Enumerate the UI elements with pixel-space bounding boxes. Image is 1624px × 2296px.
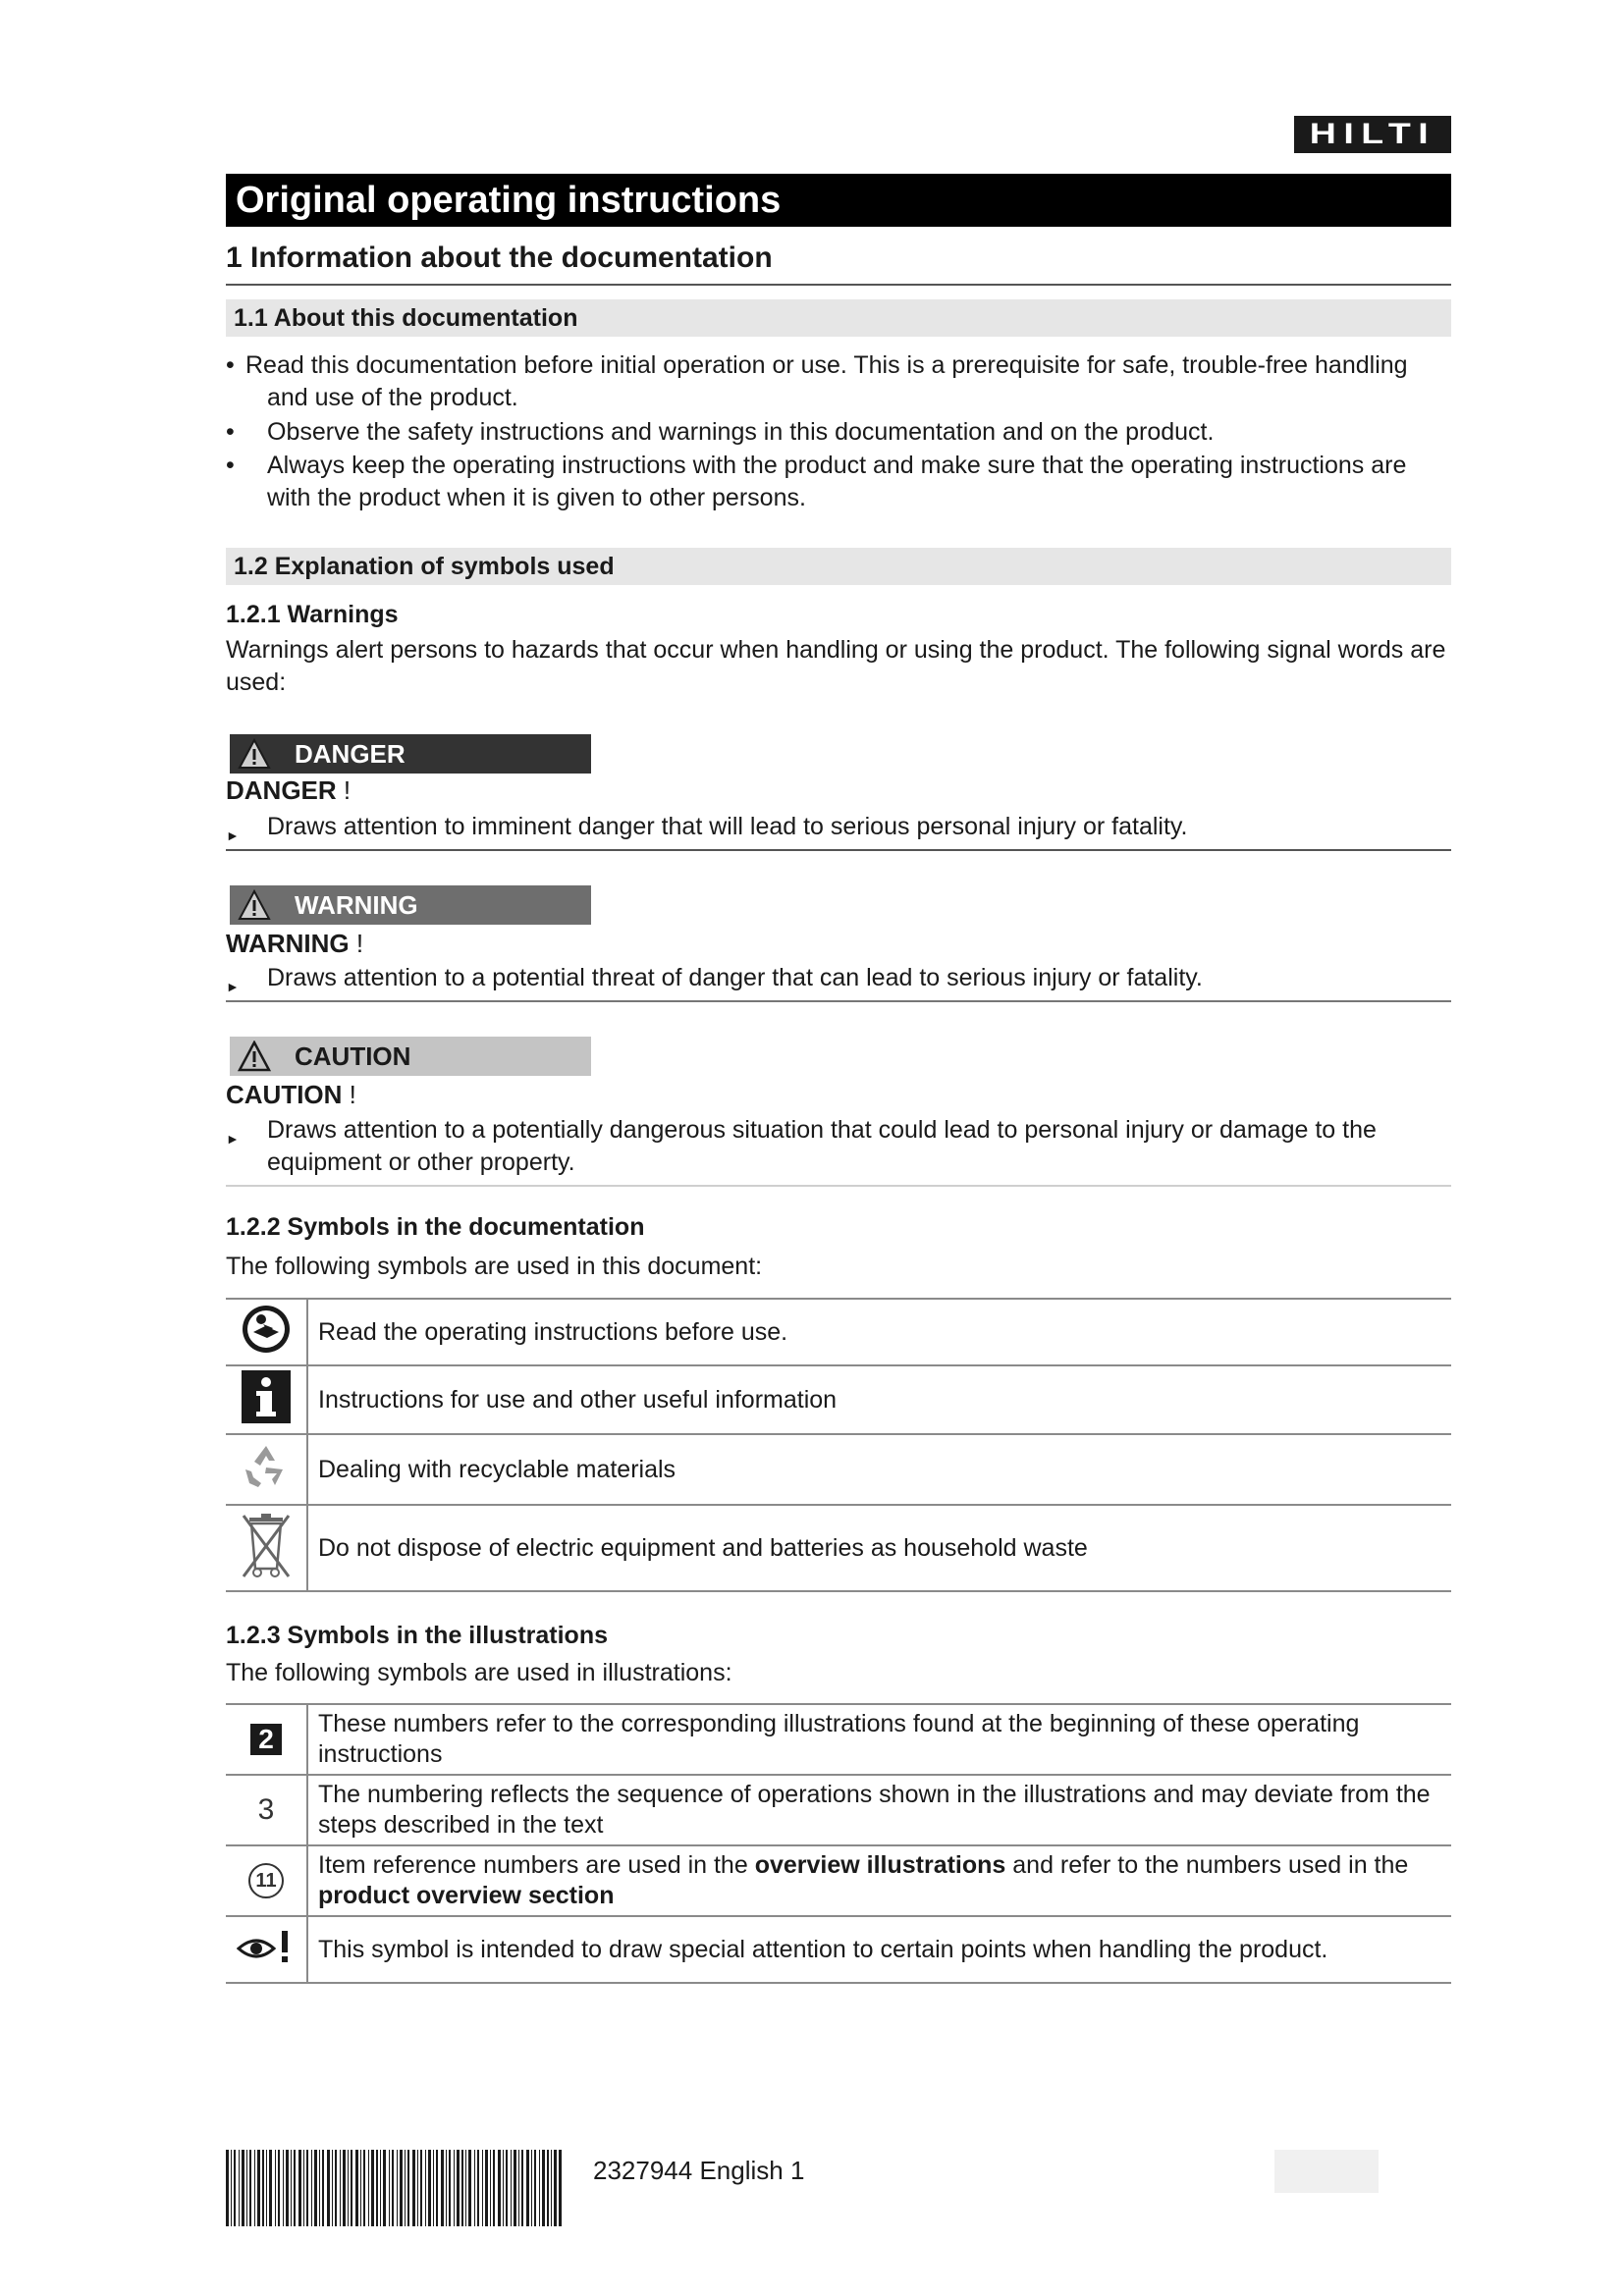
table-icon-cell — [226, 1365, 307, 1434]
danger-text: Draws attention to imminent danger that will lead to serious personal injury or fatality. — [267, 813, 1188, 840]
bullet-mark: • — [226, 351, 235, 379]
table-text-cell: This symbol is intended to draw special attention to certain points when handling the product. — [307, 1916, 1451, 1983]
section-1-2-3-heading: 1.2.3 Symbols in the illustrations — [226, 1622, 608, 1649]
symbols-illus-table — [226, 1703, 1451, 1984]
warning-triangle-icon — [238, 889, 271, 921]
table-row — [226, 1704, 1451, 1775]
sequence-number-icon: 3 — [257, 1793, 275, 1826]
table-icon-cell — [226, 1434, 307, 1505]
arrow-icon: ► — [226, 1131, 240, 1147]
danger-description — [226, 811, 1451, 851]
danger-label: DANGER — [295, 739, 406, 769]
section-1-heading: 1 Information about the documentation — [226, 239, 1451, 286]
text-part: Item reference numbers are used in the — [318, 1851, 755, 1879]
arrow-icon: ► — [226, 828, 240, 843]
bullet-text: Read this documentation before initial operation or use. This is a prerequisite for safe, trouble-free handling and use of the product. — [245, 351, 1408, 411]
caution-label-box — [230, 1037, 591, 1076]
bold-part: overview illustrations — [754, 1851, 1006, 1879]
bullet-text: Observe the safety instructions and warnings in this documentation and on the product. — [267, 418, 1215, 446]
caution-signal-word — [226, 1078, 356, 1111]
table-text-cell: Instructions for use and other useful information — [307, 1365, 1451, 1434]
table-text-cell: Read the operating instructions before use. — [307, 1299, 1451, 1365]
eye-attention-icon — [237, 1927, 296, 1966]
warning-description — [226, 962, 1451, 1002]
warning-label-box — [230, 885, 591, 925]
table-text-cell: The numbering reflects the sequence of operations shown in the illustrations and may deviate from the steps described in the text — [307, 1775, 1451, 1845]
barcode — [226, 2150, 562, 2226]
recycle-icon — [240, 1440, 293, 1493]
table-text-cell: These numbers refer to the corresponding illustrations found at the beginning of these operating instructions — [307, 1704, 1451, 1775]
warning-triangle-icon — [238, 1041, 271, 1072]
section-1-2-2-heading: 1.2.2 Symbols in the documentation — [226, 1213, 645, 1241]
table-row — [226, 1434, 1451, 1505]
illustration-number-icon: 2 — [250, 1724, 282, 1755]
warnings-intro: Warnings alert persons to hazards that occur when handling or using the product. The following signal words are used: — [226, 636, 1446, 696]
table-row — [226, 1916, 1451, 1983]
crossed-bin-icon — [240, 1510, 293, 1580]
danger-word: DANGER — [226, 775, 337, 805]
table-row — [226, 1505, 1451, 1591]
exclamation: ! — [355, 929, 364, 958]
exclamation: ! — [343, 775, 352, 805]
bullet-item — [226, 349, 1451, 414]
symbols-doc-intro: The following symbols are used in this document: — [226, 1253, 763, 1280]
read-manual-icon — [240, 1303, 293, 1356]
caution-text: Draws attention to a potentially dangerous situation that could lead to personal injury or damage to the equipment or other property. — [267, 1116, 1377, 1176]
bold-part: product overview section — [318, 1882, 615, 1909]
table-row — [226, 1845, 1451, 1916]
warning-signal-word — [226, 927, 363, 960]
caution-word: CAUTION — [226, 1080, 343, 1109]
bullet-item — [226, 450, 1451, 514]
table-text-cell: Do not dispose of electric equipment and batteries as household waste — [307, 1505, 1451, 1591]
table-icon-cell — [226, 1845, 307, 1916]
table-icon-cell — [226, 1704, 307, 1775]
document-title: Original operating instructions — [226, 174, 1451, 227]
section-1-2-heading: 1.2 Explanation of symbols used — [226, 548, 1451, 585]
info-icon — [242, 1370, 291, 1423]
table-icon-cell — [226, 1299, 307, 1365]
table-row — [226, 1775, 1451, 1845]
section-1-1-heading: 1.1 About this documentation — [226, 299, 1451, 337]
bullet-mark: • — [226, 452, 235, 479]
danger-label-box — [230, 734, 591, 774]
arrow-icon: ► — [226, 979, 240, 994]
table-icon-cell — [226, 1505, 307, 1591]
symbols-illus-intro: The following symbols are used in illustrations: — [226, 1659, 732, 1686]
footer-doc-number: 2327944 English 1 — [593, 2156, 805, 2185]
table-text-cell — [307, 1845, 1451, 1916]
bullet-item — [226, 416, 1451, 449]
warning-text: Draws attention to a potential threat of danger that can lead to serious injury or fatality. — [267, 964, 1203, 991]
caution-label: CAUTION — [295, 1041, 411, 1071]
footer-shaded-box — [1274, 2150, 1379, 2193]
warning-label: WARNING — [295, 890, 418, 920]
caution-description — [226, 1114, 1451, 1187]
table-text-cell: Dealing with recyclable materials — [307, 1434, 1451, 1505]
text-part: and refer to the numbers used in the — [1005, 1851, 1409, 1879]
warning-word: WARNING — [226, 929, 350, 958]
bullet-mark: • — [226, 418, 235, 446]
symbols-doc-table — [226, 1298, 1451, 1592]
table-icon-cell — [226, 1916, 307, 1983]
table-row — [226, 1299, 1451, 1365]
warning-triangle-icon — [238, 738, 271, 770]
logo-text: HILTI — [1309, 118, 1436, 150]
exclamation: ! — [349, 1080, 356, 1109]
bullet-text: Always keep the operating instructions with the product and make sure that the operating instructions are with the product when it is given to other persons. — [267, 452, 1407, 511]
section-1-2-1-heading: 1.2.1 Warnings — [226, 601, 399, 628]
hilti-logo — [1294, 116, 1451, 153]
table-icon-cell — [226, 1775, 307, 1845]
danger-signal-word — [226, 774, 351, 807]
item-reference-icon: 11 — [248, 1863, 284, 1898]
table-row — [226, 1365, 1451, 1434]
